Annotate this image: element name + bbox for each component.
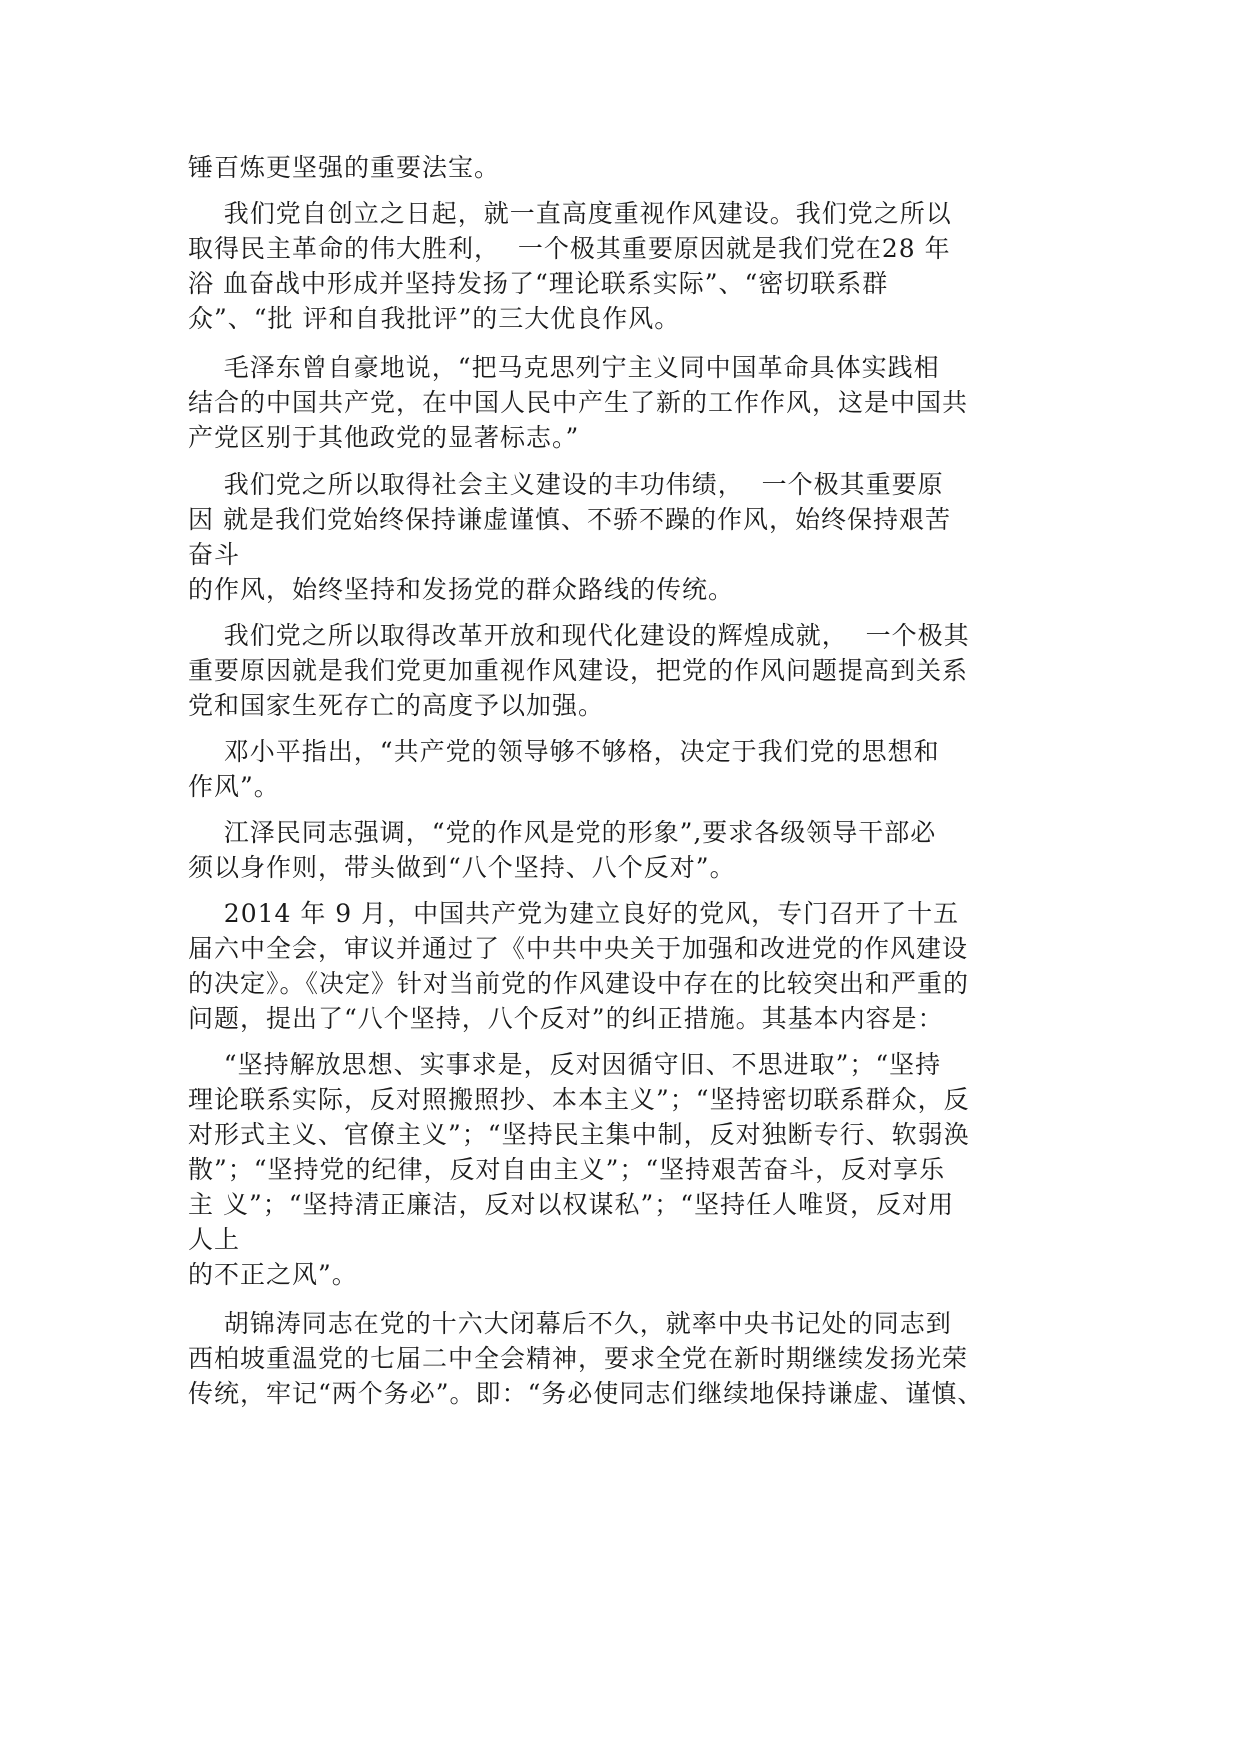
text-line: 重要原因就是我们党更加重视作风建设，把党的作风问题提高到关系 [188, 656, 969, 685]
text-line: 毛泽东曾自豪地说，“把马克思列宁主义同中国革命具体实践相 [188, 353, 940, 382]
paragraph-1 [188, 150, 1058, 185]
text-line: 奋斗 [188, 540, 241, 569]
paragraph-2 [188, 196, 1058, 336]
text-line: 党和国家生死存亡的高度予以加强。 [188, 691, 605, 720]
text-line: 结合的中国共产党，在中国人民中产生了新的工作作风，这是中国共 [188, 388, 969, 417]
text-line: 胡锦涛同志在党的十六大闭幕后不久，就率中央书记处的同志到 [188, 1309, 952, 1338]
text-line: 锤百炼更坚强的重要法宝。 [188, 153, 501, 182]
text-line: 问题，提出了“八个坚持，八个反对”的纠正措施。其基本内容是： [188, 1004, 944, 1033]
document-body [188, 150, 1058, 1411]
paragraph-4 [188, 467, 1058, 607]
paragraph-8 [188, 896, 1058, 1036]
text-line: 浴 血奋战中形成并坚持发扬了“理论联系实际”、“密切联系群 [188, 269, 889, 298]
text-line: 产党区别于其他政党的显著标志。” [188, 423, 580, 452]
text-line: 我们党自创立之日起，就一直高度重视作风建设。我们党之所以 [188, 199, 952, 228]
text-line: 届六中全会，审议并通过了《中共中央关于加强和改进党的作风建设 [188, 934, 969, 963]
text-line: 人上 [188, 1225, 241, 1254]
text-line: 主 义”；“坚持清正廉洁，反对以权谋私”；“坚持任人唯贤，反对用 [188, 1190, 955, 1219]
paragraph-7 [188, 815, 1058, 885]
text-line: 传统，牢记“两个务必”。即：“务必使同志们继续地保持谦虚、谨慎、 [188, 1379, 984, 1408]
text-line: 西柏坡重温党的七届二中全会精神，要求全党在新时期继续发扬光荣 [188, 1344, 969, 1373]
text-line: 我们党之所以取得改革开放和现代化建设的辉煌成就， 一个极其 [188, 621, 970, 650]
text-line: 理论联系实际，反对照搬照抄、本本主义”；“坚持密切联系群众，反 [188, 1085, 970, 1114]
text-line: 散”；“坚持党的纪律，反对自由主义”；“坚持艰苦奋斗，反对享乐 [188, 1155, 946, 1184]
text-line: 的不正之风”。 [188, 1260, 358, 1289]
text-line: 的决定》。《决定》针对当前党的作风建设中存在的比较突出和严重的 [188, 969, 970, 998]
text-line: 的作风，始终坚持和发扬党的群众路线的传统。 [188, 575, 735, 604]
text-line: “坚持解放思想、实事求是，反对因循守旧、不思进取”；“坚持 [188, 1050, 942, 1079]
text-line: 因 就是我们党始终保持谦虚谨慎、不骄不躁的作风，始终保持艰苦 [188, 505, 951, 534]
text-line: 对形式主义、官僚主义”；“坚持民主集中制，反对独断专行、软弱涣 [188, 1120, 970, 1149]
paragraph-5 [188, 618, 1058, 723]
text-line: 作风”。 [188, 772, 280, 801]
text-line: 须以身作则，带头做到“八个坚持、八个反对”。 [188, 853, 736, 882]
paragraph-6 [188, 734, 1058, 804]
text-line: 众”、“批 评和自我批评”的三大优良作风。 [188, 304, 681, 333]
paragraph-9 [188, 1047, 1058, 1292]
paragraph-3 [188, 350, 1058, 455]
text-line: 江泽民同志强调，“党的作风是党的形象”,要求各级领导干部必 [188, 818, 937, 847]
text-line: 邓小平指出，“共产党的领导够不够格，决定于我们党的思想和 [188, 737, 940, 766]
text-line: 2014 年 9 月，中国共产党为建立良好的党风，专门召开了十五 [188, 899, 960, 928]
text-line: 我们党之所以取得社会主义建设的丰功伟绩， 一个极其重要原 [188, 470, 944, 499]
text-line: 取得民主革命的伟大胜利， 一个极其重要原因就是我们党在28 年 [188, 234, 951, 263]
paragraph-10 [188, 1306, 1058, 1411]
